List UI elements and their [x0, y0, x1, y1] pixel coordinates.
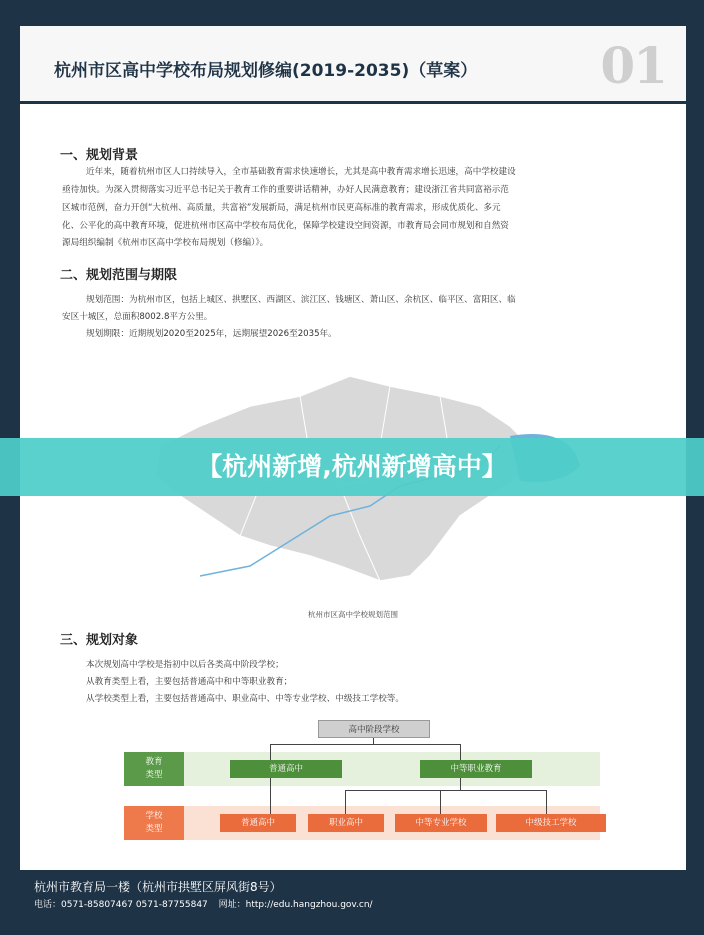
background-line-5: 源局组织编制《杭州市区高中学校布局规划（修编）》。 [62, 238, 269, 248]
connector [270, 744, 271, 760]
tree-root: 高中阶段学校 [318, 720, 430, 738]
object-line-3: 从学校类型上看，主要包括普通高中、职业高中、中等专业学校、中级技工学校等。 [86, 694, 404, 704]
connector [546, 790, 547, 814]
connector [440, 790, 441, 814]
school-type-vocational-high: 职业高中 [308, 814, 384, 832]
school-type-technical: 中级技工学校 [496, 814, 606, 832]
document-footer [0, 870, 704, 935]
page-number: 01 [600, 36, 666, 95]
scope-line-1: 规划范围：为杭州市区，包括上城区、拱墅区、西湖区、滨江区、钱塘区、萧山区、余杭区、临平区、富阳区、临 [86, 295, 516, 305]
school-type-tree [20, 716, 686, 846]
footer-contact [34, 897, 381, 910]
section-title-object: 三、规划对象 [60, 633, 139, 648]
object-line-1: 本次规划高中学校是指初中以后各类高中阶段学校； [86, 660, 284, 670]
connector [270, 778, 271, 814]
edu-type-vocational: 中等职业教育 [420, 760, 532, 778]
scope-line-3: 规划期限：近期规划2020至2025年，远期展望2026至2035年。 [86, 329, 337, 339]
document-title: 杭州市区高中学校布局规划修编(2019-2035)（草案） [54, 61, 478, 81]
object-line-2: 从教育类型上看，主要包括普通高中和中等职业教育； [86, 677, 293, 687]
edu-type-label: 教育 类型 [124, 752, 184, 786]
connector [345, 790, 547, 791]
section-title-scope: 二、规划范围与期限 [60, 268, 178, 283]
background-line-4: 化、公平化的高中教育环境，促进杭州市区高中学校布局优化，保障学校建设空间资源，市教育局会同市规划和自然资 [62, 221, 509, 231]
connector [270, 744, 460, 745]
map-caption: 杭州市区高中学校规划范围 [308, 610, 398, 619]
connector [345, 790, 346, 814]
footer-website[interactable]: 网址：http://edu.hangzhou.gov.cn/ [218, 900, 373, 910]
footer-address: 杭州市教育局一楼（杭州市拱墅区屏风街8号） [34, 880, 282, 894]
footer-phone: 电话：0571-85807467 0571-87755847 [34, 900, 208, 910]
background-line-2: 亟待加快。为深入贯彻落实习近平总书记关于教育工作的重要讲话精神，办好人民满意教育；建设浙江省共同富裕示范 [62, 185, 509, 195]
section-title-background: 一、规划背景 [60, 148, 139, 163]
connector [460, 778, 461, 790]
school-type-general: 普通高中 [220, 814, 296, 832]
connector [460, 744, 461, 760]
title-banner [0, 438, 704, 496]
document-header [20, 26, 686, 104]
banner-text: 【杭州新增,杭州新增高中】 [197, 452, 507, 481]
scope-line-2: 安区十城区，总面积8002.8平方公里。 [62, 312, 213, 322]
school-type-secondary-specialized: 中等专业学校 [395, 814, 487, 832]
background-line-1: 近年来，随着杭州市区人口持续导入，全市基础教育需求快速增长，尤其是高中教育需求增长迅速，高中学校建设 [86, 167, 516, 177]
school-type-label: 学校 类型 [124, 806, 184, 840]
edu-type-general: 普通高中 [230, 760, 342, 778]
background-line-3: 区城市范例，奋力开创“大杭州、高质量，共富裕”发展新局，满足杭州市民更高标准的教育需求，形成优质化、多元 [62, 203, 501, 213]
